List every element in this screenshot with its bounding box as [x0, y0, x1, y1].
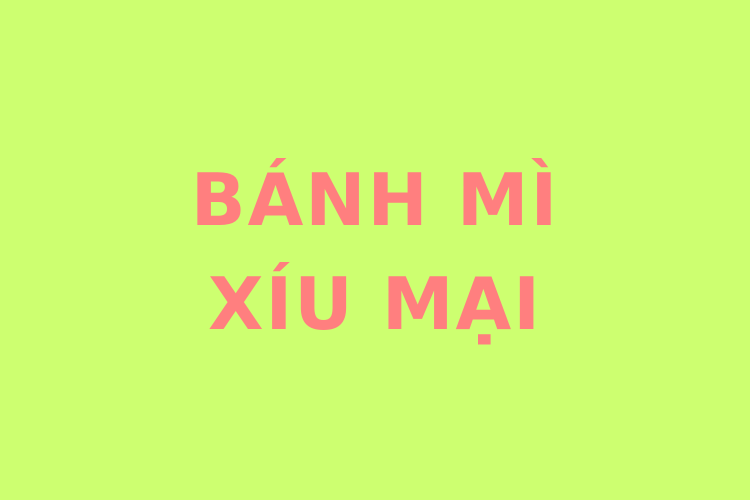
title-line-1: BÁNH MÌ — [190, 158, 560, 242]
title-line-2: XÍU MẠI — [208, 262, 542, 346]
poster-title — [0, 148, 750, 356]
